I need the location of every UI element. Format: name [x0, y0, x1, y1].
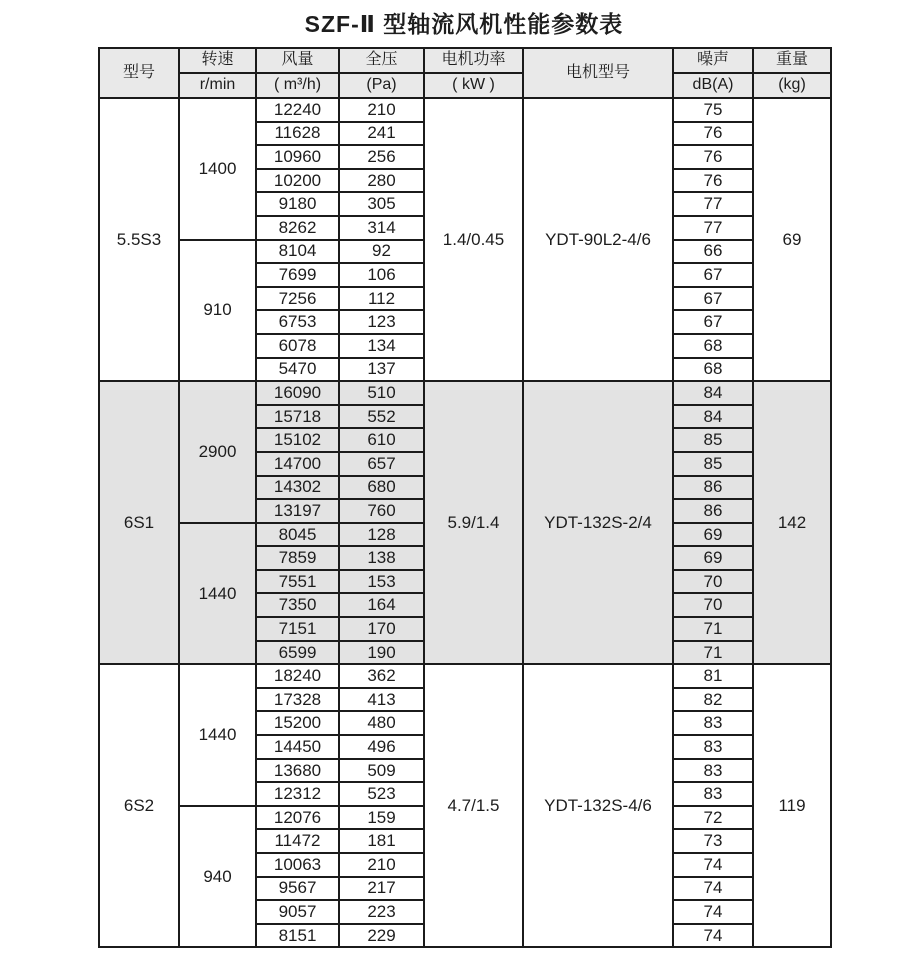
- pressure-cell: 610: [339, 428, 424, 452]
- speed-cell: 910: [179, 240, 256, 382]
- flow-cell: 8262: [256, 216, 339, 240]
- flow-cell: 18240: [256, 664, 339, 688]
- pressure-cell: 170: [339, 617, 424, 641]
- noise-cell: 70: [673, 570, 753, 594]
- flow-cell: 7859: [256, 546, 339, 570]
- noise-cell: 70: [673, 593, 753, 617]
- pressure-cell: 210: [339, 98, 424, 122]
- pressure-cell: 223: [339, 900, 424, 924]
- flow-cell: 16090: [256, 381, 339, 405]
- flow-cell: 9180: [256, 192, 339, 216]
- header-speed-unit: r/min: [179, 73, 256, 98]
- noise-cell: 82: [673, 688, 753, 712]
- noise-cell: 83: [673, 759, 753, 783]
- flow-cell: 13680: [256, 759, 339, 783]
- noise-cell: 77: [673, 192, 753, 216]
- pressure-cell: 413: [339, 688, 424, 712]
- pressure-cell: 92: [339, 240, 424, 264]
- model-cell: 6S1: [99, 381, 179, 664]
- flow-cell: 14700: [256, 452, 339, 476]
- noise-cell: 74: [673, 900, 753, 924]
- pressure-cell: 760: [339, 499, 424, 523]
- motor-model-cell: YDT-132S-2/4: [523, 381, 673, 664]
- flow-cell: 14450: [256, 735, 339, 759]
- speed-cell: 940: [179, 806, 256, 948]
- noise-cell: 76: [673, 145, 753, 169]
- speed-cell: 1440: [179, 664, 256, 806]
- pressure-cell: 480: [339, 711, 424, 735]
- power-cell: 5.9/1.4: [424, 381, 523, 664]
- speed-cell: 1400: [179, 98, 256, 240]
- noise-cell: 74: [673, 877, 753, 901]
- flow-cell: 8151: [256, 924, 339, 948]
- header-noise: 噪声: [673, 48, 753, 73]
- noise-cell: 83: [673, 735, 753, 759]
- pressure-cell: 552: [339, 405, 424, 429]
- pressure-cell: 217: [339, 877, 424, 901]
- pressure-cell: 190: [339, 641, 424, 665]
- pressure-cell: 210: [339, 853, 424, 877]
- header-power-unit: ( kW ): [424, 73, 523, 98]
- flow-cell: 12312: [256, 782, 339, 806]
- flow-cell: 8045: [256, 523, 339, 547]
- pressure-cell: 153: [339, 570, 424, 594]
- header-row-2: [99, 73, 831, 98]
- noise-cell: 71: [673, 617, 753, 641]
- flow-cell: 7699: [256, 263, 339, 287]
- noise-cell: 67: [673, 287, 753, 311]
- noise-cell: 71: [673, 641, 753, 665]
- header-flow: 风量: [256, 48, 339, 73]
- flow-cell: 10200: [256, 169, 339, 193]
- flow-cell: 11628: [256, 122, 339, 146]
- flow-cell: 10063: [256, 853, 339, 877]
- noise-cell: 77: [673, 216, 753, 240]
- header-flow-unit: ( m³/h): [256, 73, 339, 98]
- flow-cell: 7256: [256, 287, 339, 311]
- header-model: 型号: [99, 48, 179, 98]
- noise-cell: 69: [673, 546, 753, 570]
- pressure-cell: 496: [339, 735, 424, 759]
- header-pressure: 全压: [339, 48, 424, 73]
- pressure-cell: 657: [339, 452, 424, 476]
- noise-cell: 84: [673, 405, 753, 429]
- noise-cell: 86: [673, 476, 753, 500]
- flow-cell: 6599: [256, 641, 339, 665]
- flow-cell: 9057: [256, 900, 339, 924]
- pressure-cell: 680: [339, 476, 424, 500]
- flow-cell: 15102: [256, 428, 339, 452]
- pressure-cell: 137: [339, 358, 424, 382]
- noise-cell: 73: [673, 829, 753, 853]
- pressure-cell: 314: [339, 216, 424, 240]
- noise-cell: 86: [673, 499, 753, 523]
- flow-cell: 17328: [256, 688, 339, 712]
- speed-cell: 2900: [179, 381, 256, 523]
- flow-cell: 7350: [256, 593, 339, 617]
- flow-cell: 7151: [256, 617, 339, 641]
- pressure-cell: 280: [339, 169, 424, 193]
- pressure-cell: 509: [339, 759, 424, 783]
- pressure-cell: 123: [339, 310, 424, 334]
- noise-cell: 85: [673, 428, 753, 452]
- fan-performance-table: [98, 47, 832, 948]
- flow-cell: 14302: [256, 476, 339, 500]
- pressure-cell: 112: [339, 287, 424, 311]
- noise-cell: 83: [673, 782, 753, 806]
- noise-cell: 76: [673, 122, 753, 146]
- table-body: [99, 98, 831, 947]
- flow-cell: 11472: [256, 829, 339, 853]
- noise-cell: 74: [673, 853, 753, 877]
- header-noise-unit: dB(A): [673, 73, 753, 98]
- header-motor-model: 电机型号: [523, 48, 673, 98]
- weight-cell: 142: [753, 381, 831, 664]
- noise-cell: 68: [673, 358, 753, 382]
- flow-cell: 15718: [256, 405, 339, 429]
- flow-cell: 5470: [256, 358, 339, 382]
- pressure-cell: 523: [339, 782, 424, 806]
- noise-cell: 84: [673, 381, 753, 405]
- header-speed: 转速: [179, 48, 256, 73]
- noise-cell: 76: [673, 169, 753, 193]
- motor-model-cell: YDT-132S-4/6: [523, 664, 673, 947]
- pressure-cell: 229: [339, 924, 424, 948]
- weight-cell: 119: [753, 664, 831, 947]
- pressure-cell: 256: [339, 145, 424, 169]
- noise-cell: 72: [673, 806, 753, 830]
- pressure-cell: 510: [339, 381, 424, 405]
- flow-cell: 7551: [256, 570, 339, 594]
- noise-cell: 83: [673, 711, 753, 735]
- noise-cell: 81: [673, 664, 753, 688]
- pressure-cell: 164: [339, 593, 424, 617]
- model-cell: 6S2: [99, 664, 179, 947]
- flow-cell: 10960: [256, 145, 339, 169]
- motor-model-cell: YDT-90L2-4/6: [523, 98, 673, 381]
- noise-cell: 67: [673, 310, 753, 334]
- power-cell: 1.4/0.45: [424, 98, 523, 381]
- header-weight: 重量: [753, 48, 831, 73]
- speed-cell: 1440: [179, 523, 256, 665]
- flow-cell: 8104: [256, 240, 339, 264]
- header-pressure-unit: (Pa): [339, 73, 424, 98]
- noise-cell: 85: [673, 452, 753, 476]
- flow-cell: 12240: [256, 98, 339, 122]
- noise-cell: 67: [673, 263, 753, 287]
- weight-cell: 69: [753, 98, 831, 381]
- pressure-cell: 159: [339, 806, 424, 830]
- flow-cell: 12076: [256, 806, 339, 830]
- pressure-cell: 362: [339, 664, 424, 688]
- noise-cell: 74: [673, 924, 753, 948]
- power-cell: 4.7/1.5: [424, 664, 523, 947]
- pressure-cell: 134: [339, 334, 424, 358]
- table-header: [99, 48, 831, 98]
- model-cell: 5.5S3: [99, 98, 179, 381]
- table-row: [99, 664, 831, 688]
- table-row: [99, 98, 831, 122]
- flow-cell: 15200: [256, 711, 339, 735]
- flow-cell: 9567: [256, 877, 339, 901]
- noise-cell: 66: [673, 240, 753, 264]
- table-row: [99, 381, 831, 405]
- noise-cell: 69: [673, 523, 753, 547]
- pressure-cell: 305: [339, 192, 424, 216]
- noise-cell: 75: [673, 98, 753, 122]
- flow-cell: 6078: [256, 334, 339, 358]
- header-row-1: [99, 48, 831, 73]
- page-title: SZF-Ⅱ 型轴流风机性能参数表: [304, 11, 624, 37]
- flow-cell: 6753: [256, 310, 339, 334]
- noise-cell: 68: [673, 334, 753, 358]
- pressure-cell: 106: [339, 263, 424, 287]
- header-power: 电机功率: [424, 48, 523, 73]
- pressure-cell: 128: [339, 523, 424, 547]
- pressure-cell: 241: [339, 122, 424, 146]
- flow-cell: 13197: [256, 499, 339, 523]
- pressure-cell: 138: [339, 546, 424, 570]
- header-weight-unit: (kg): [753, 73, 831, 98]
- pressure-cell: 181: [339, 829, 424, 853]
